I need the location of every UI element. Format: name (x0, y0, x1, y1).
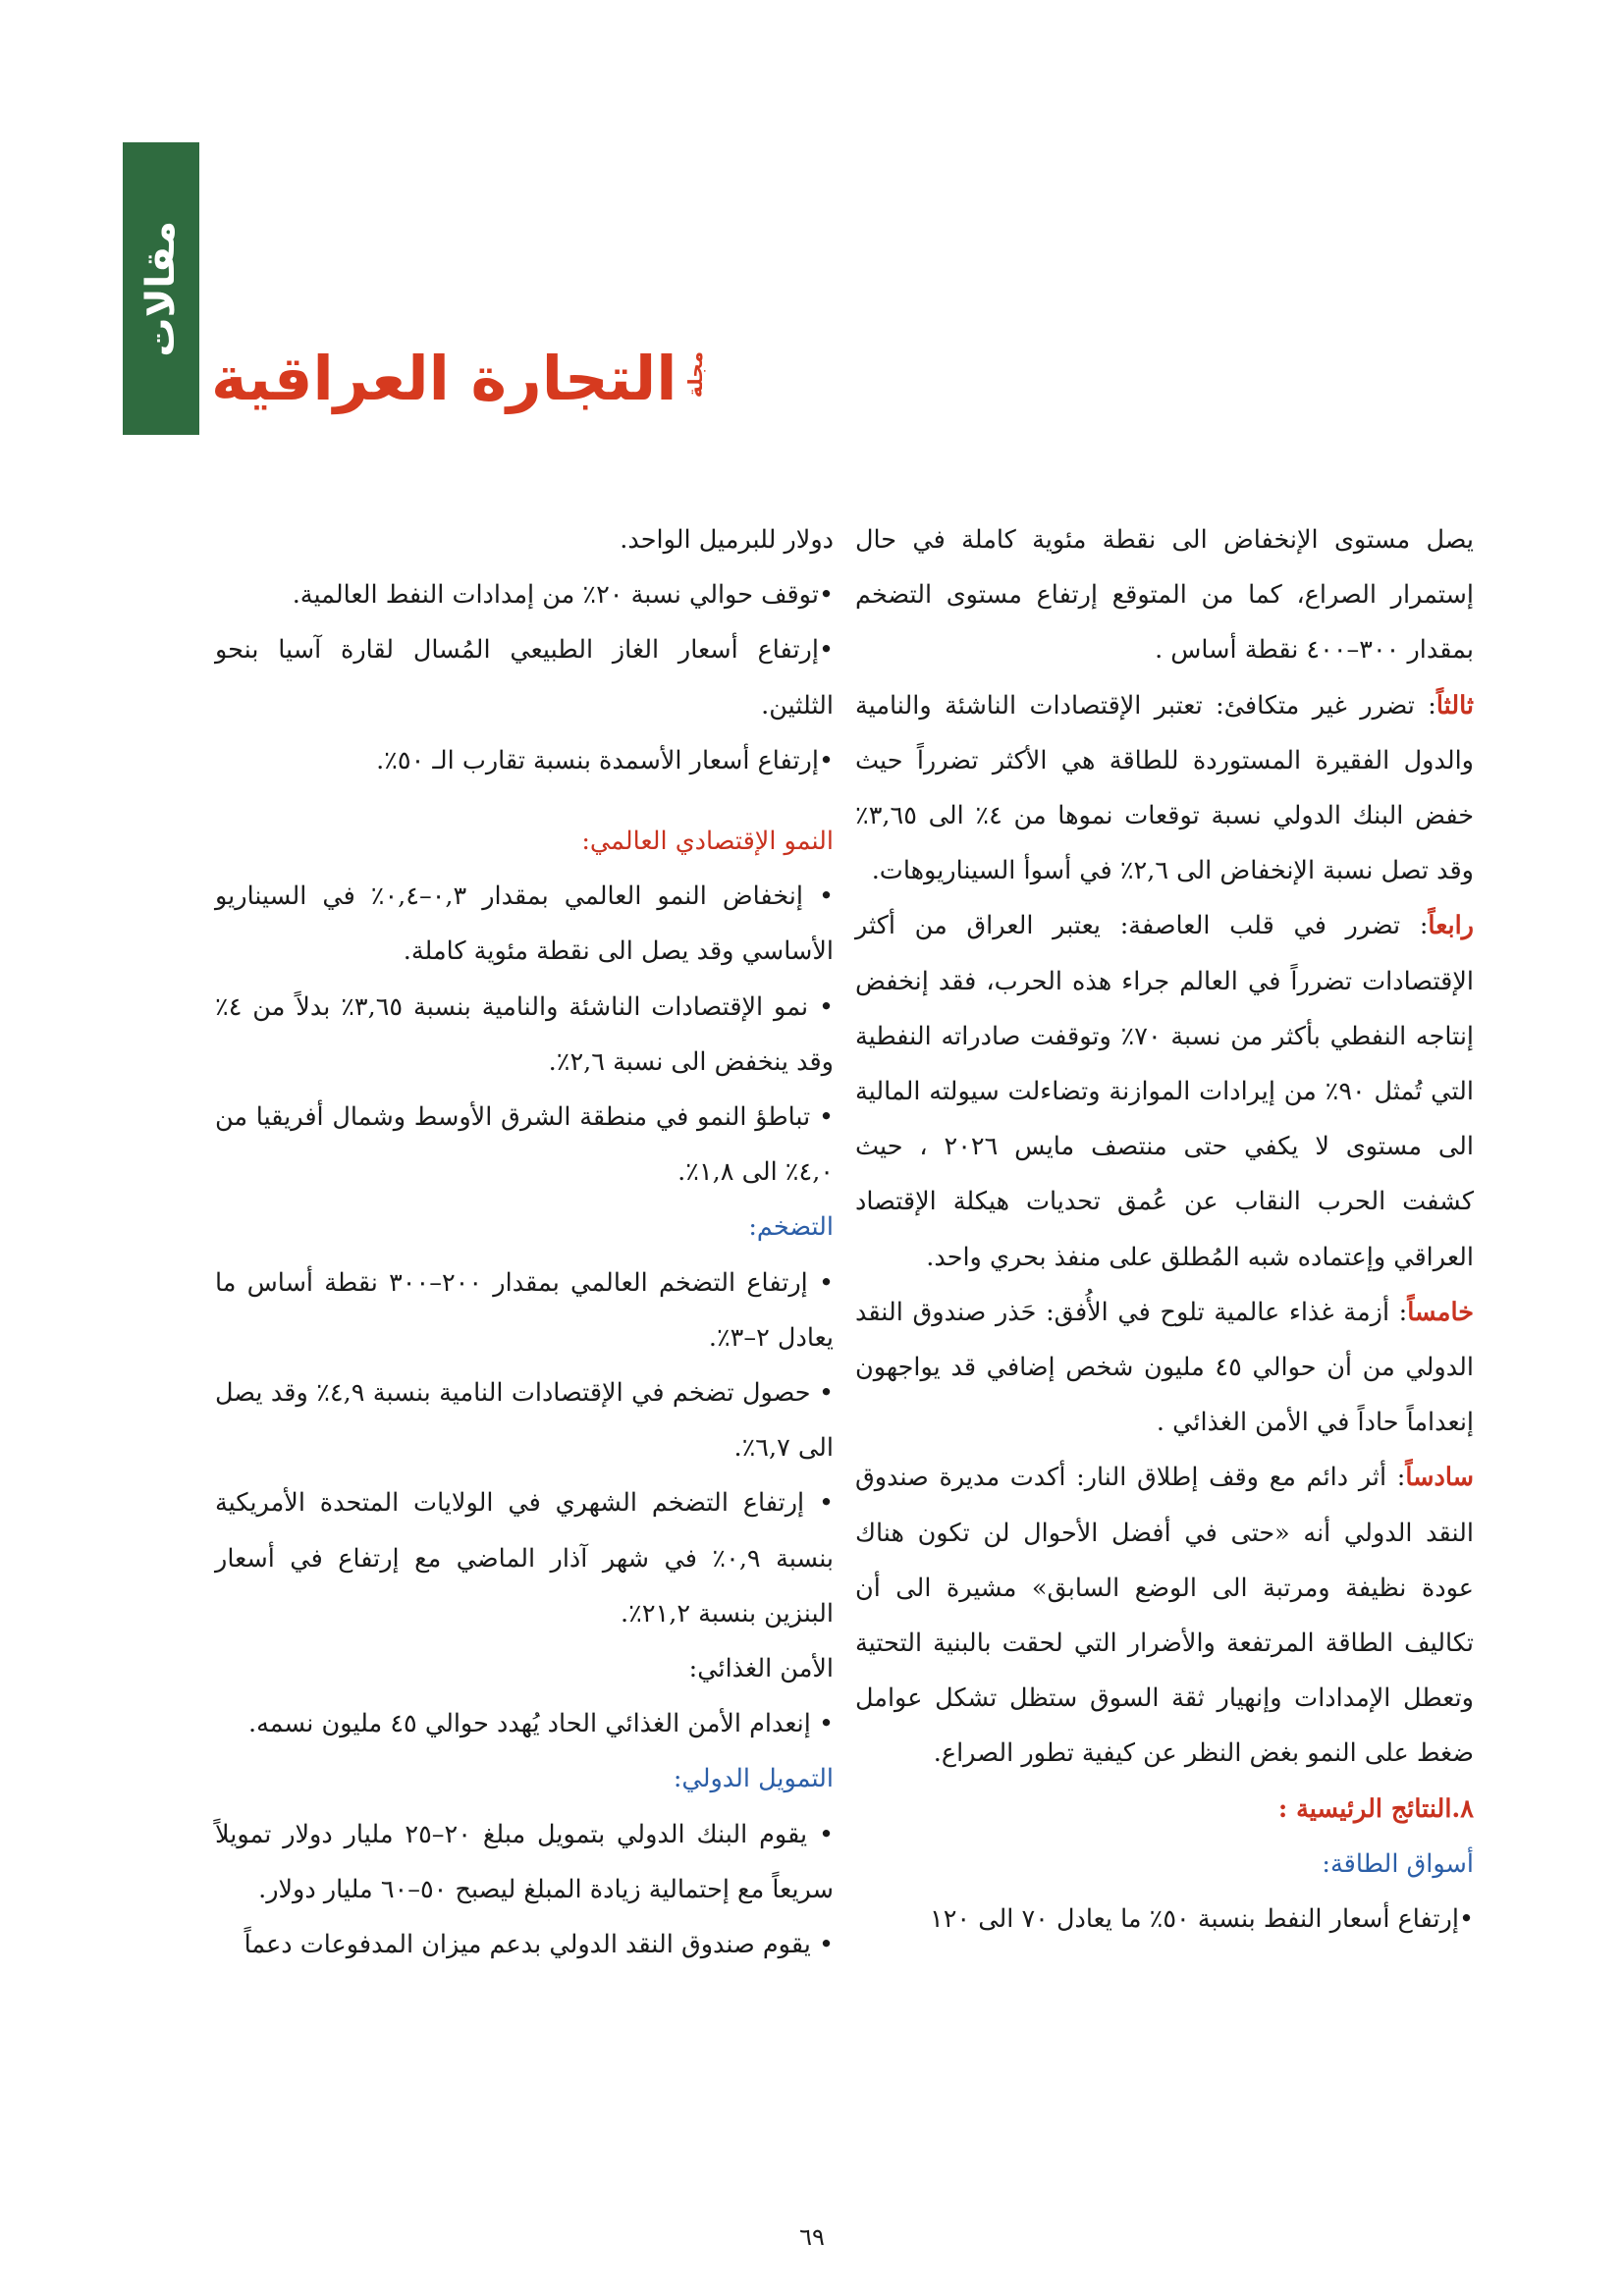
subsection-heading: الأمن الغذائي: (688, 1654, 834, 1684)
paragraph (855, 1450, 1474, 1781)
paragraph-lead: خامساً (1407, 1297, 1474, 1327)
page-number: ٦٩ (799, 2223, 825, 2251)
paragraph-lead: رابعاً (1428, 911, 1474, 941)
subsection-heading: أسواق الطاقة: (1322, 1848, 1474, 1879)
subsection-heading: النمو الإقتصادي العالمي: (581, 827, 834, 857)
list-item: •إرتفاع أسعار النفط بنسبة ٥٠٪ ما يعادل ٧٠ الى ١٢٠ (930, 1904, 1474, 1935)
list-item: • تباطؤ النمو في منطقة الشرق الأوسط وشمال أفريقيا من ٤,٠٪ الى ١,٨٪. (215, 1102, 834, 1188)
list-item: •إرتفاع أسعار الغاز الطبيعي المُسال لقارة آسيا بنحو الثلثين. (215, 635, 834, 721)
subsection-heading: التمويل الدولي: (673, 1764, 834, 1794)
magazine-small-label: مجلة (682, 350, 707, 398)
list-item: • يقوم صندوق النقد الدولي بدعم ميزان المدفوعات دعماً (244, 1930, 834, 1960)
list-item: • حصول تضخم في الإقتصادات النامية بنسبة ٤,٩٪ وقد يصل الى ٦,٧٪. (215, 1378, 834, 1464)
right-column (855, 512, 1474, 1947)
paragraph (855, 678, 1474, 899)
subsection-heading: التضخم: (748, 1212, 834, 1243)
paragraph-text: : تضرر غير متكافئ: تعتبر الإقتصادات الناشئة والنامية والدول الفقيرة المستوردة للطاقة هي الأكثر تضرراً حيث خفض البنك الدولي نسبة توقعات نموها من ٤٪ الى ٣,٦٥٪ وقد تصل نسبة الإنخفاض الى ٢,٦٪ في أسوأ السيناريوهات. (855, 690, 1474, 886)
list-item: • نمو الإقتصادات الناشئة والنامية بنسبة ٣,٦٥٪ بدلاً من ٤٪ وقد ينخفض الى نسبة ٢,٦٪. (215, 991, 834, 1077)
magazine-masthead (211, 343, 707, 414)
paragraph-text: : تضرر في قلب العاصفة: يعتبر العراق من أكثر الإقتصادات تضرراً في العالم جراء هذه الحرب، فقد إنخفض إنتاجه النفطي بأكثر من نسبة ٧٠٪ وتوقفت صادراته النفطية التي تُمثل ٩٠٪ من إيرادات الموازنة وتضاءلت سيولته المالية الى مستوى لا يكفي حتى منتصف مايس ٢٠٢٦ ، حيث كشفت الحرب النقاب عن عُمق تحديات هيكلة الإقتصاد العراقي وإعتماده شبه المُطلق على منفذ بحري واحد. (855, 911, 1474, 1272)
paragraph-text: : أثر دائم مع وقف إطلاق النار: أكدت مديرة صندوق النقد الدولي أنه «حتى في أفضل الأحوال لن تكون هناك عودة نظيفة ومرتبة الى الوضع السابق» مشيرة الى أن تكاليف الطاقة المرتفعة والأضرار التي لحقت بالبنية التحتية وتعطل الإمدادات وإنهيار ثقة السوق ستظل تشكل عوامل ضغط على النمو بغض النظر عن كيفية تطور الصراع. (855, 1463, 1474, 1769)
paragraph-text: : أزمة غذاء عالمية تلوح في الأُفق: حَذر صندوق النقد الدولي من أن حوالي ٤٥ مليون شخص إضافي قد يواجهون إنعداماً حاداً في الأمن الغذائي . (855, 1297, 1474, 1438)
left-column (215, 512, 834, 1972)
paragraph: يصل مستوى الإنخفاض الى نقطة مئوية كاملة في حال إستمرار الصراع، كما من المتوقع إرتفاع مستوى التضخم بمقدار ٣٠٠–٤٠٠ نقطة أساس . (855, 525, 1474, 666)
list-item: • إرتفاع التضخم الشهري في الولايات المتحدة الأمريكية بنسبة ٠,٩٪ في شهر آذار الماضي مع إرتفاع في أسعار البنزين بنسبة ٢١,٢٪. (215, 1488, 835, 1629)
list-item: • يقوم البنك الدولي بتمويل مبلغ ٢٠–٢٥ مليار دولار تمويلاً سريعاً مع إحتمالية زيادة المبلغ ليصبح ٥٠–٦٠ مليار دولار. (215, 1819, 834, 1904)
list-item: • إنعدام الأمن الغذائي الحاد يُهدد حوالي ٤٥ مليون نسمه. (248, 1709, 834, 1739)
paragraph-lead: ثالثاً (1435, 690, 1474, 721)
magazine-title: التجارة العراقية (211, 343, 677, 414)
list-item: • إرتفاع التضخم العالمي بمقدار ٢٠٠–٣٠٠ نقطة أساس ما يعادل ٢–٣٪. (215, 1267, 834, 1353)
section-label: مقالات (138, 220, 184, 357)
paragraph (855, 1285, 1474, 1451)
list-item: •إرتفاع أسعار الأسمدة بنسبة تقارب الـ ٥٠٪. (376, 745, 834, 775)
list-item: • إنخفاض النمو العالمي بمقدار ٠,٣–٠,٤٪ في السيناريو الأساسي وقد يصل الى نقطة مئوية كاملة. (215, 881, 835, 967)
list-item: •توقف حوالي نسبة ٢٠٪ من إمدادات النفط العالمية. (292, 580, 834, 611)
paragraph (855, 898, 1474, 1284)
paragraph-lead: سادساً (1405, 1463, 1474, 1493)
paragraph: دولار للبرميل الواحد. (620, 525, 834, 555)
section-tab (123, 142, 199, 435)
section-heading: ٨.النتائج الرئيسية : (1277, 1793, 1474, 1824)
